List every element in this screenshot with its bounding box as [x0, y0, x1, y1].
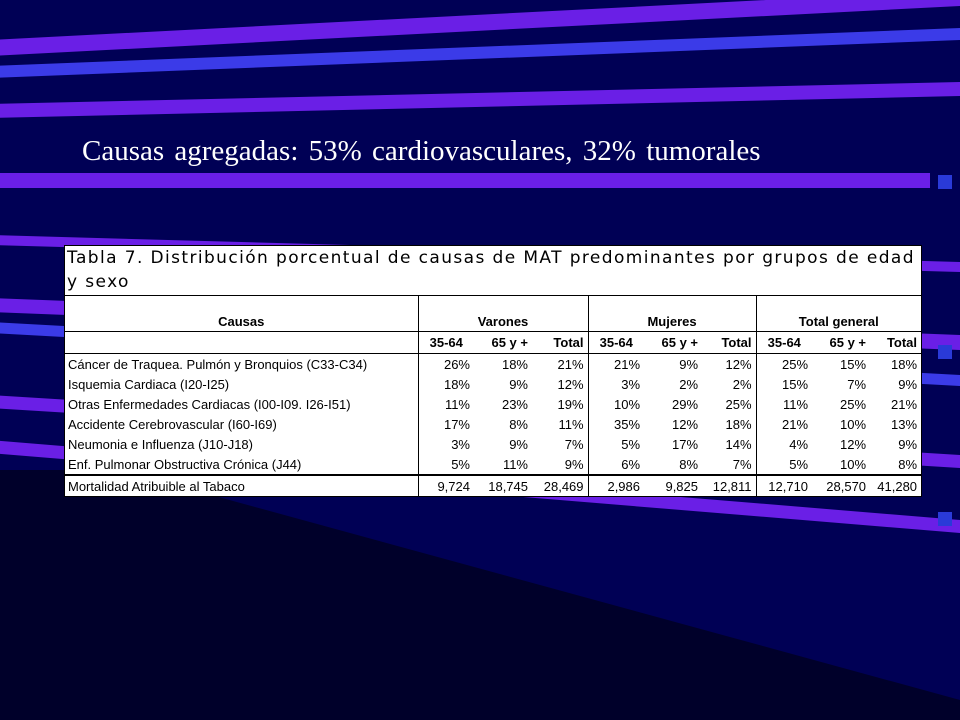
- value-cell: 9%: [679, 356, 699, 372]
- cause-cell: Otras Enfermedades Cardiacas (I00-I09. I26-I51): [68, 396, 351, 412]
- subheader-35-64: 35-64: [418, 332, 474, 354]
- value-cell: 18,745: [474, 475, 532, 496]
- value-cell: 2%: [679, 376, 699, 392]
- value-cell: 21%: [756, 414, 812, 434]
- table-row: [65, 434, 921, 454]
- slide-headline: Causas agregadas: 53% cardiovasculares, 32% tumorales: [82, 135, 761, 167]
- table-row: [65, 354, 921, 375]
- subheader-35-64: 35-64: [756, 332, 812, 354]
- value-cell: 12%: [557, 376, 584, 392]
- value-cell: 2,986: [588, 475, 644, 496]
- value-cell: 7%: [564, 436, 584, 452]
- value-cell: 25%: [840, 396, 867, 412]
- header-total-general: Total general: [756, 296, 921, 332]
- subheader-65-plus: 65 y +: [812, 332, 870, 354]
- value-cell: 28,469: [532, 475, 588, 496]
- value-cell: 12,811: [702, 475, 756, 496]
- value-cell: 8%: [509, 416, 528, 432]
- value-cell: 7%: [732, 456, 752, 472]
- value-cell: 21%: [557, 356, 584, 372]
- table-row: [65, 374, 921, 394]
- value-cell: 13%: [891, 416, 918, 432]
- value-cell: 25%: [756, 354, 812, 375]
- cause-cell: Enf. Pulmonar Obstructiva Crónica (J44): [68, 456, 302, 472]
- table-title: Tabla 7. Distribución porcentual de causas de MAT predominantes por grupos de edad y sexo: [65, 246, 921, 296]
- subheader-total: Total: [702, 332, 756, 354]
- value-cell: 6%: [588, 454, 644, 475]
- data-table-panel: [64, 245, 922, 497]
- value-cell: 28,570: [812, 475, 870, 496]
- value-cell: 3%: [418, 434, 474, 454]
- value-cell: 4%: [756, 434, 812, 454]
- value-cell: 5%: [756, 454, 812, 475]
- cause-cell: Mortalidad Atribuible al Tabaco: [65, 475, 418, 496]
- value-cell: 7%: [847, 376, 867, 392]
- value-cell: 9,724: [418, 475, 474, 496]
- value-cell: 18%: [891, 356, 918, 372]
- value-cell: 11%: [418, 394, 474, 414]
- value-cell: 21%: [588, 354, 644, 375]
- value-cell: 11%: [558, 416, 584, 432]
- value-cell: 41,280: [870, 475, 921, 496]
- value-cell: 2%: [732, 376, 752, 392]
- value-cell: 8%: [898, 456, 918, 472]
- subheader-total: Total: [870, 332, 921, 354]
- cause-cell: Neumonia e Influenza (J10-J18): [68, 436, 253, 452]
- value-cell: 11%: [756, 394, 812, 414]
- value-cell: 18%: [418, 374, 474, 394]
- cause-cell: Accidente Cerebrovascular (I60-I69): [68, 416, 277, 432]
- header-varones: Varones: [418, 296, 588, 332]
- table-row: [65, 414, 921, 434]
- value-cell: 9%: [509, 436, 528, 452]
- value-cell: 29%: [671, 396, 699, 412]
- value-cell: 9%: [898, 376, 918, 392]
- value-cell: 12%: [840, 436, 867, 452]
- subheader-row: [65, 332, 921, 354]
- subheader-65-plus: 65 y +: [474, 332, 532, 354]
- value-cell: 12,710: [756, 475, 812, 496]
- subheader-empty: [65, 332, 418, 354]
- value-cell: 14%: [725, 436, 752, 452]
- mortality-table: [65, 296, 921, 496]
- value-cell: 18%: [725, 416, 752, 432]
- value-cell: 15%: [756, 374, 812, 394]
- value-cell: 8%: [679, 456, 699, 472]
- value-cell: 3%: [588, 374, 644, 394]
- value-cell: 10%: [588, 394, 644, 414]
- value-cell: 12%: [725, 356, 752, 372]
- table-row: [65, 394, 921, 414]
- value-cell: 5%: [418, 454, 474, 475]
- value-cell: 15%: [840, 356, 867, 372]
- value-cell: 10%: [840, 456, 867, 472]
- group-header-row: [65, 296, 921, 332]
- value-cell: 9%: [509, 376, 528, 392]
- value-cell: 5%: [588, 434, 644, 454]
- value-cell: 10%: [840, 416, 867, 432]
- value-cell: 11%: [502, 456, 528, 472]
- cause-cell: Cáncer de Traquea. Pulmón y Bronquios (C33-C34): [68, 356, 368, 372]
- value-cell: 17%: [418, 414, 474, 434]
- value-cell: 35%: [588, 414, 644, 434]
- table-row: [65, 454, 921, 475]
- value-cell: 12%: [671, 416, 699, 432]
- table-body: [65, 354, 921, 497]
- value-cell: 19%: [557, 396, 584, 412]
- header-mujeres: Mujeres: [588, 296, 756, 332]
- value-cell: 18%: [501, 356, 528, 372]
- cause-cell: Isquemia Cardiaca (I20-I25): [68, 376, 230, 392]
- total-row: [65, 475, 921, 496]
- value-cell: 25%: [725, 396, 752, 412]
- subheader-total: Total: [532, 332, 588, 354]
- value-cell: 9,825: [644, 475, 702, 496]
- subheader-35-64: 35-64: [588, 332, 644, 354]
- value-cell: 9%: [898, 436, 918, 452]
- value-cell: 17%: [671, 436, 699, 452]
- value-cell: 23%: [501, 396, 528, 412]
- value-cell: 26%: [418, 354, 474, 375]
- value-cell: 21%: [891, 396, 918, 412]
- header-causas: Causas: [65, 296, 418, 332]
- subheader-65-plus: 65 y +: [644, 332, 702, 354]
- value-cell: 9%: [564, 456, 584, 472]
